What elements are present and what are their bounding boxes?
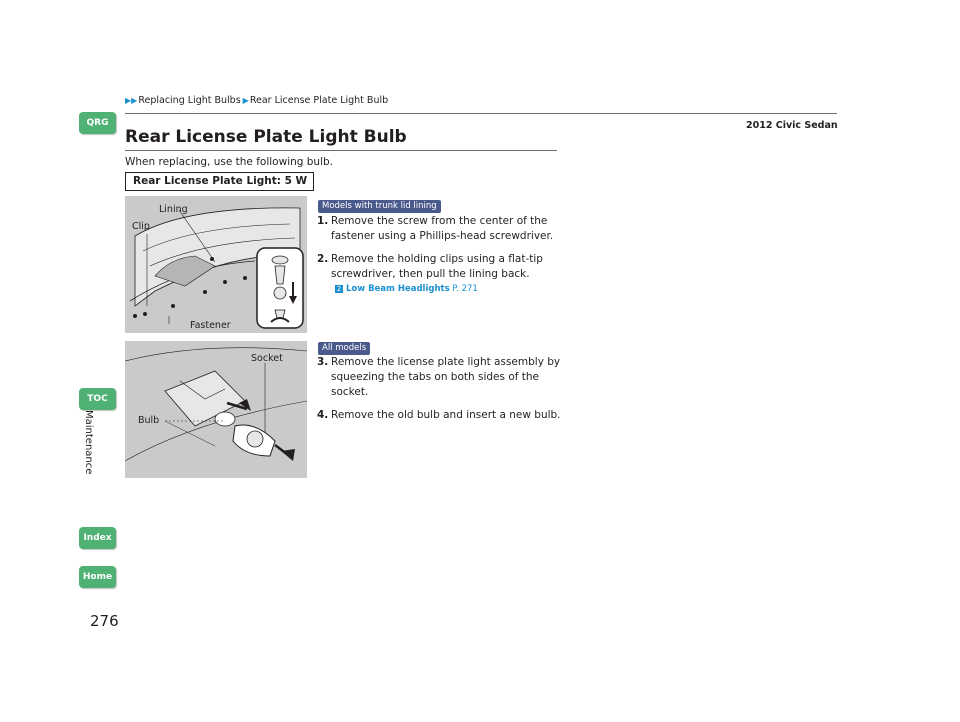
step-number: 3. (317, 356, 329, 368)
tab-index[interactable]: Index (79, 527, 116, 549)
clip-label: Clip (132, 221, 150, 232)
arrow-link-icon: 2 (336, 284, 342, 293)
title-rule (125, 150, 557, 151)
step-2 (317, 252, 567, 282)
step-text: Remove the screw from the center of the fastener using a Phillips-head screwdriver. (331, 215, 554, 242)
chevron-right-icon: ▶ (242, 96, 249, 105)
step-text: Remove the holding clips using a flat-tip screwdriver, then pull the lining back. (331, 253, 543, 280)
breadcrumb-item[interactable]: Replacing Light Bulbs (138, 95, 241, 106)
breadcrumb (125, 95, 388, 106)
fastener-label: Fastener (190, 320, 231, 331)
xref-page[interactable]: P. 271 (452, 284, 478, 294)
tab-home[interactable]: Home (79, 566, 116, 588)
step-number: 1. (317, 215, 329, 227)
step-text: Remove the old bulb and insert a new bulb. (331, 409, 561, 421)
page-title: Rear License Plate Light Bulb (125, 127, 407, 147)
lining-label: Lining (159, 204, 188, 215)
step-4 (317, 408, 567, 423)
section-label: Maintenance (83, 410, 94, 475)
bulb-label: Bulb (138, 415, 160, 426)
step-text: Remove the license plate light assembly by squeezing the tabs on both sides of the socket. (331, 356, 561, 398)
model-label: 2012 Civic Sedan (746, 120, 838, 131)
model-badge-trunk-lining: Models with trunk lid lining (318, 200, 441, 213)
xref-link[interactable]: Low Beam Headlights (346, 284, 450, 294)
page-number: 276 (90, 612, 119, 630)
trunk-lining-figure (125, 196, 307, 333)
socket-label: Socket (251, 353, 283, 364)
bulb-spec-box: Rear License Plate Light: 5 W (125, 172, 314, 191)
trunk-lining-illustration (125, 196, 307, 333)
cross-reference[interactable] (335, 284, 478, 294)
chevron-right-icon: ▶▶ (125, 96, 138, 105)
step-1 (317, 214, 567, 244)
step-number: 2. (317, 253, 329, 265)
step-number: 4. (317, 409, 329, 421)
tab-qrg[interactable]: QRG (79, 112, 116, 134)
intro-text: When replacing, use the following bulb. (125, 156, 334, 168)
tab-toc[interactable]: TOC (79, 388, 116, 410)
header-rule (125, 113, 837, 114)
breadcrumb-item[interactable]: Rear License Plate Light Bulb (249, 95, 389, 106)
model-badge-all-models: All models (318, 342, 370, 355)
step-3 (317, 355, 567, 400)
